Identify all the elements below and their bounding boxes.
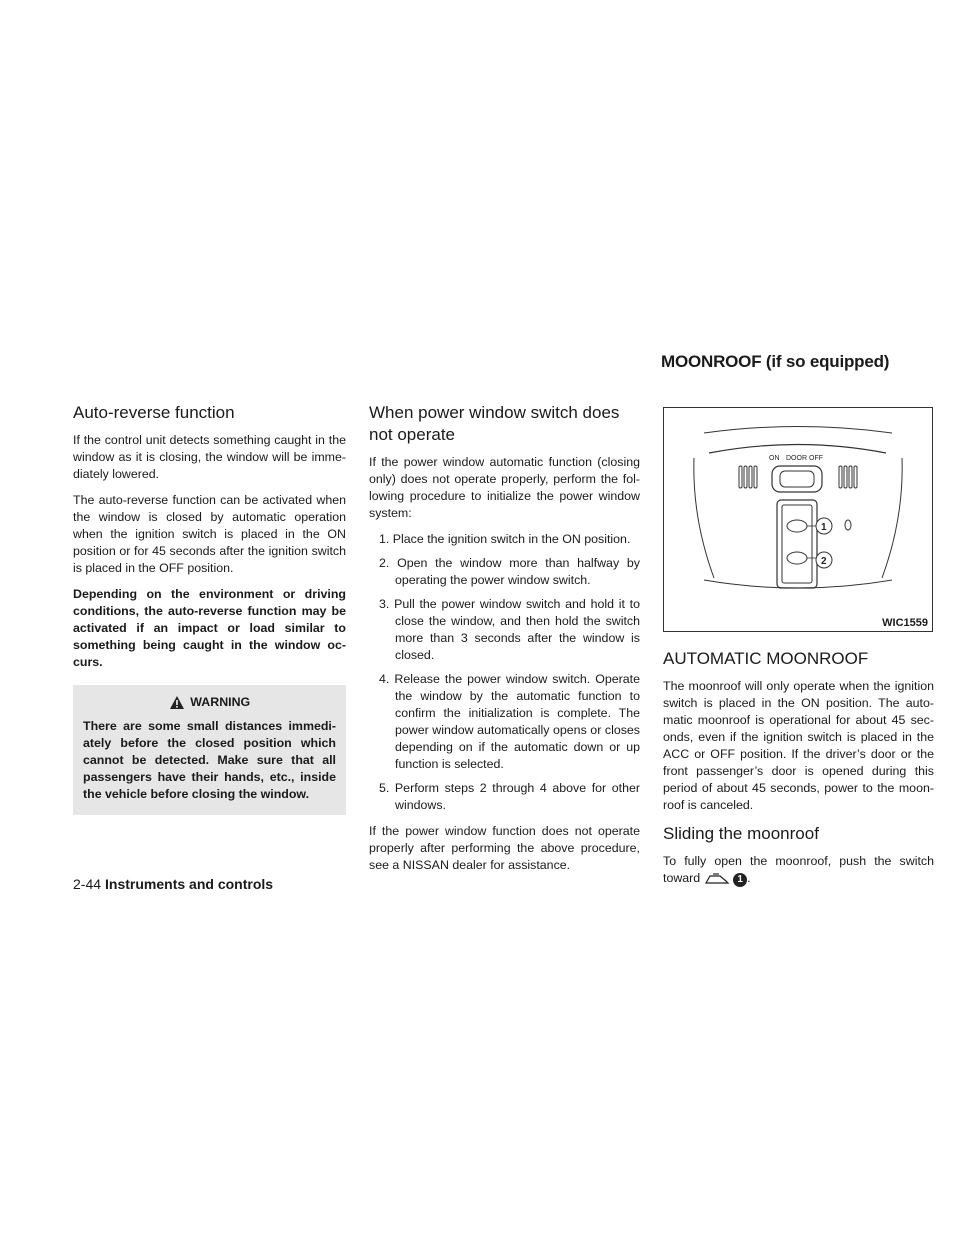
label-on: ON (769, 455, 780, 462)
column-1 (73, 402, 346, 815)
page-number: 2-44 (73, 876, 102, 892)
list-item: 4. Release the power window switch. Operate the window by the automatic function to confirm the initialization is complete. The power window automatically opens or closes depending on if the automatic down or up function is selected. (379, 672, 640, 771)
paragraph: The moonroof will only operate when the ignition switch is placed in the ON position. The auto-matic moonroof is operational for about 45 sec-onds, even if the ignition switch is placed in the ACC or OFF position. If the driver’s door or the front passenger’s door is opened during this period of about 45 seconds, power to the moon-roof is canceled. (663, 679, 934, 812)
paragraph: If the power window function does not operate properly after performing the above procedure, see a NISSAN dealer for assistance. (369, 824, 640, 872)
section-title: MOONROOF (if so equipped) (661, 352, 890, 371)
auto-reverse-heading: Auto-reverse function (73, 403, 235, 422)
sliding-moonroof-heading: Sliding the moonroof (663, 824, 819, 843)
warning-triangle-icon (169, 695, 185, 710)
label-off: OFF (809, 455, 823, 462)
label-door: DOOR (786, 455, 807, 462)
paragraph-text: To fully open the moonroof, push the switch toward (663, 854, 934, 885)
figure-id: WIC1559 (882, 617, 928, 629)
warning-box (73, 685, 346, 815)
steps-list (369, 531, 640, 814)
automatic-moonroof-heading: AUTOMATIC MOONROOF (663, 649, 869, 668)
moonroof-open-icon (704, 872, 730, 886)
list-item: 5. Perform steps 2 through 4 above for other windows. (379, 781, 640, 812)
callout-1: 1 (821, 522, 827, 533)
callout-badge: 1 (733, 873, 747, 887)
indicator-lamp (845, 520, 851, 530)
page-footer (73, 876, 273, 892)
left-vent (739, 466, 757, 488)
moonroof-switch (777, 500, 817, 588)
paragraph: If the power window automatic function (closing only) does not operate properly, perform the fol-lowing procedure to initialize the power window system: (369, 455, 640, 520)
warning-text: There are some small distances immedi-ately before the closed position which cannot be detected. Make sure that all passengers have their hands, etc., inside the vehicle before closing the window. (83, 719, 336, 801)
footer-section: Instruments and controls (105, 876, 274, 892)
paragraph: The auto-reverse function can be activated when the window is closed by automatic operation when the ignition switch is placed in the ON position or for 45 seconds after the ignition switch is placed in the OFF position. (73, 493, 346, 575)
warning-label: WARNING (190, 695, 251, 709)
power-window-heading: When power window switch does not operate (369, 403, 620, 444)
column-2 (369, 402, 640, 883)
list-item: 1. Place the ignition switch in the ON position. (379, 532, 631, 546)
moonroof-switch-figure (663, 407, 933, 632)
right-vent (839, 466, 857, 488)
paragraph (663, 853, 934, 887)
paragraph: If the control unit detects something caught in the window as it is closing, the window will be imme-diately lowered. (73, 433, 346, 481)
column-3 (663, 402, 934, 896)
callout-2: 2 (821, 556, 827, 567)
list-item: 2. Open the window more than halfway by operating the power window switch. (379, 556, 640, 587)
bold-paragraph: Depending on the environment or driving conditions, the auto-reverse function may be activated if an impact or load similar to something being caught in the window oc-curs. (73, 587, 346, 669)
warning-title (83, 695, 336, 710)
console-illustration (664, 408, 932, 631)
paragraph-end: . (747, 871, 751, 885)
list-item: 3. Pull the power window switch and hold it to close the window, and then hold the switch more than 3 seconds after the window is closed. (379, 597, 640, 662)
